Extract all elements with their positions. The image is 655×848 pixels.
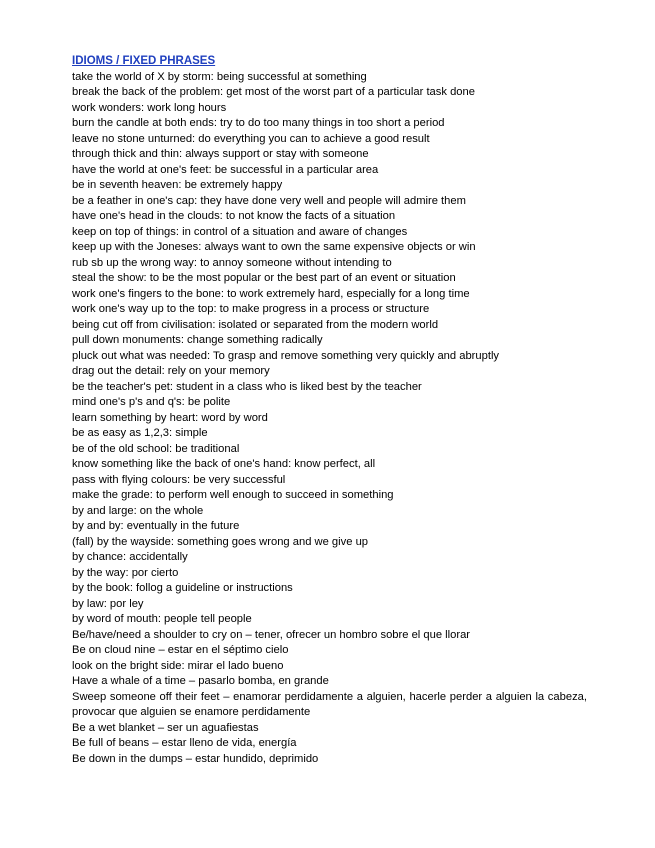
- idiom-line: be the teacher's pet: student in a class who is liked best by the teacher: [72, 380, 422, 393]
- idiom-line: Have a whale of a time – pasarlo bomba, en grande: [72, 675, 329, 687]
- idiom-line: by and large: on the whole: [72, 504, 204, 517]
- idiom-line: Be on cloud nine – estar en el séptimo cielo: [72, 644, 289, 656]
- idiom-line: have the world at one's feet: be successful in a particular area: [72, 163, 379, 176]
- idiom-list: [72, 70, 592, 768]
- idiom-line: by and by: eventually in the future: [72, 520, 240, 532]
- idiom-line: work wonders: work long hours: [72, 101, 227, 114]
- idiom-line: leave no stone unturned: do everything you can to achieve a good result: [72, 132, 430, 145]
- document-heading: IDIOMS / FIXED PHRASES: [72, 55, 216, 67]
- idiom-line: by chance: accidentally: [72, 551, 188, 563]
- idiom-line: be of the old school: be traditional: [72, 442, 240, 455]
- idiom-line: pluck out what was needed: To grasp and remove something very quickly and abruptly: [72, 349, 500, 362]
- idiom-line: Sweep someone off their feet – enamorar perdidamente a alguien, hacerle perder a alguien la cabeza, provocar que alguien se enamore perdidamente: [72, 690, 587, 718]
- idiom-line: by law: por ley: [72, 597, 144, 610]
- idiom-line: work one's way up to the top: to make progress in a process or structure: [72, 303, 430, 315]
- idiom-line: Be a wet blanket – ser un aguafiestas: [72, 721, 259, 734]
- idiom-line: through thick and thin: always support or stay with someone: [72, 148, 369, 160]
- idiom-line: Be full of beans – estar lleno de vida, energía: [72, 737, 297, 749]
- idiom-line: keep on top of things: in control of a situation and aware of changes: [72, 225, 408, 238]
- idiom-line: burn the candle at both ends: try to do too many things in too short a period: [72, 117, 445, 129]
- idiom-line: break the back of the problem: get most of the worst part of a particular task done: [72, 86, 475, 98]
- idiom-line: be a feather in one's cap: they have done very well and people will admire them: [72, 194, 466, 207]
- idiom-line: steal the show: to be the most popular or the best part of an event or situation: [72, 272, 456, 284]
- idiom-line: make the grade: to perform well enough to succeed in something: [72, 489, 394, 501]
- idiom-line: (fall) by the wayside: something goes wrong and we give up: [72, 535, 369, 548]
- idiom-line: pull down monuments: change something radically: [72, 334, 323, 346]
- idiom-line: mind one's p's and q's: be polite: [72, 396, 231, 408]
- idiom-line: pass with flying colours: be very successful: [72, 473, 286, 486]
- idiom-line: look on the bright side: mirar el lado bueno: [72, 659, 284, 672]
- idiom-line: know something like the back of one's hand: know perfect, all: [72, 458, 376, 470]
- idiom-line: learn something by heart: word by word: [72, 411, 268, 424]
- idiom-line: take the world of X by storm: being successful at something: [72, 70, 367, 83]
- idiom-line: Be down in the dumps – estar hundido, deprimido: [72, 752, 319, 765]
- idiom-line: drag out the detail: rely on your memory: [72, 365, 270, 377]
- idiom-line: keep up with the Joneses: always want to own the same expensive objects or win: [72, 241, 476, 253]
- idiom-line: work one's fingers to the bone: to work extremely hard, especially for a long time: [72, 287, 470, 300]
- idiom-line: be as easy as 1,2,3: simple: [72, 427, 208, 439]
- idiom-line: Be/have/need a shoulder to cry on – tener, ofrecer un hombro sobre el que llorar: [72, 628, 471, 641]
- idiom-line: by the way: por cierto: [72, 566, 179, 579]
- document-page: [72, 54, 592, 767]
- idiom-line: have one's head in the clouds: to not know the facts of a situation: [72, 210, 396, 222]
- idiom-line: being cut off from civilisation: isolated or separated from the modern world: [72, 318, 439, 331]
- idiom-line: by the book: follog a guideline or instructions: [72, 582, 293, 594]
- idiom-line: by word of mouth: people tell people: [72, 613, 252, 625]
- idiom-line: be in seventh heaven: be extremely happy: [72, 179, 283, 191]
- idiom-line: rub sb up the wrong way: to annoy someone without intending to: [72, 256, 392, 269]
